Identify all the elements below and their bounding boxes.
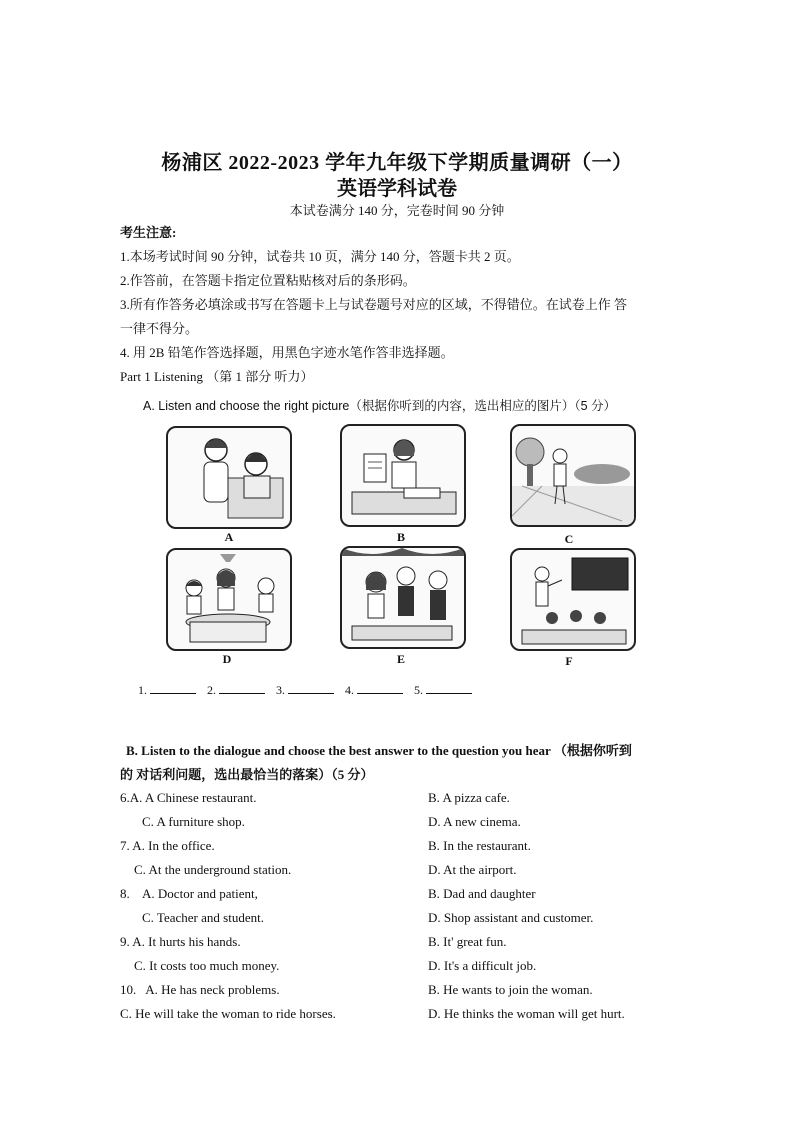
answer-blank-3[interactable] (288, 682, 334, 694)
answer-blank-2[interactable] (219, 682, 265, 694)
blank-number: 3. (276, 683, 285, 697)
picture-e-label: E (396, 652, 405, 666)
question-9-option-d: D. It's a difficult job. (428, 958, 537, 973)
part1-heading: Part 1 Listening （第 1 部分 听力） (120, 369, 314, 384)
question-10-option-d: D. He thinks the woman will get hurt. (428, 1006, 625, 1021)
section-b-title-cont: 的 对话利问题，选出最恰当的落案）（5 分） (120, 767, 374, 782)
picture-a-label: A (224, 530, 234, 544)
question-9-option-a: 9. A. It hurts his hands. (120, 934, 241, 949)
question-7-option-d: D. At the airport. (428, 862, 517, 877)
question-7-option-b: B. In the restaurant. (428, 838, 531, 853)
answer-blank-5[interactable] (426, 682, 472, 694)
blank-number: 1. (138, 683, 147, 697)
doctor-patient-icon (168, 428, 290, 527)
classroom-teacher-icon (512, 550, 634, 649)
question-10-option-a: 10. A. He has neck problems. (120, 982, 280, 997)
blank-number: 4. (345, 683, 354, 697)
question-8-option-c: C. Teacher and student. (142, 910, 264, 925)
question-7-option-c: C. At the underground station. (134, 862, 292, 877)
note-item: 2.作答前，在答题卡指定位置粘贴核对后的条形码。 (120, 273, 416, 288)
picture-f (510, 548, 636, 651)
picture-f-label: F (565, 654, 573, 668)
question-10-option-c: C. He will take the woman to ride horses. (120, 1006, 336, 1021)
exam-subtitle: 本试卷满分 140 分，完卷时间 90 分钟 (289, 203, 505, 218)
picture-e (340, 546, 466, 649)
picture-c (510, 424, 636, 527)
question-6-option-a: 6.A. A Chinese restaurant. (120, 790, 257, 805)
picture-d-label: D (222, 652, 232, 666)
section-b-title: B. Listen to the dialogue and choose the best answer to the question you hear （根据你听到 (126, 743, 632, 758)
restaurant-couple-icon (342, 548, 464, 647)
answer-blank-1[interactable] (150, 682, 196, 694)
question-8-option-b: B. Dad and daughter (428, 886, 536, 901)
blank-number: 5. (414, 683, 423, 697)
question-6-option-d: D. A new cinema. (428, 814, 521, 829)
note-item: 1.本场考试时间 90 分钟，试卷共 10 页，满分 140 分，答题卡共 2 页。 (120, 249, 520, 264)
question-10-option-b: B. He wants to join the woman. (428, 982, 593, 997)
note-item: 3.所有作答务必填涂或书写在答题卡上与试卷题号对应的区域，不得错位。在试卷上作 答 (120, 297, 628, 312)
park-girl-icon (512, 426, 634, 525)
question-6-option-b: B. A pizza cafe. (428, 790, 510, 805)
note-item: 4. 用 2B 铅笔作答选择题，用黑色字迹水笔作答非选择题。 (120, 345, 454, 360)
note-item: 一律不得分。 (120, 321, 199, 336)
family-table-icon (168, 550, 290, 649)
picture-d (166, 548, 292, 651)
question-8-option-a: 8. A. Doctor and patient, (120, 886, 258, 901)
picture-c-label: C (564, 532, 574, 546)
picture-b (340, 424, 466, 527)
question-7-option-a: 7. A. In the office. (120, 838, 215, 853)
picture-a (166, 426, 292, 529)
question-9-option-b: B. It' great fun. (428, 934, 507, 949)
picture-b-label: B (396, 530, 405, 544)
answer-blanks (138, 682, 480, 698)
question-6-option-c: C. A furniture shop. (142, 814, 245, 829)
notes-title: 考生注意: (120, 225, 177, 240)
exam-subject-title: 英语学科试卷 (337, 178, 457, 200)
question-9-option-c: C. It costs too much money. (134, 958, 280, 973)
blank-number: 2. (207, 683, 216, 697)
question-8-option-d: D. Shop assistant and customer. (428, 910, 594, 925)
exam-title: 杨浦区 2022-2023 学年九年级下学期质量调研（一） (161, 152, 633, 174)
answer-blank-4[interactable] (357, 682, 403, 694)
reading-girl-icon (342, 426, 464, 525)
section-a-title: A. Listen and choose the right picture（根据你听到的内容，选出相应的图片）（5 分） (143, 399, 617, 413)
